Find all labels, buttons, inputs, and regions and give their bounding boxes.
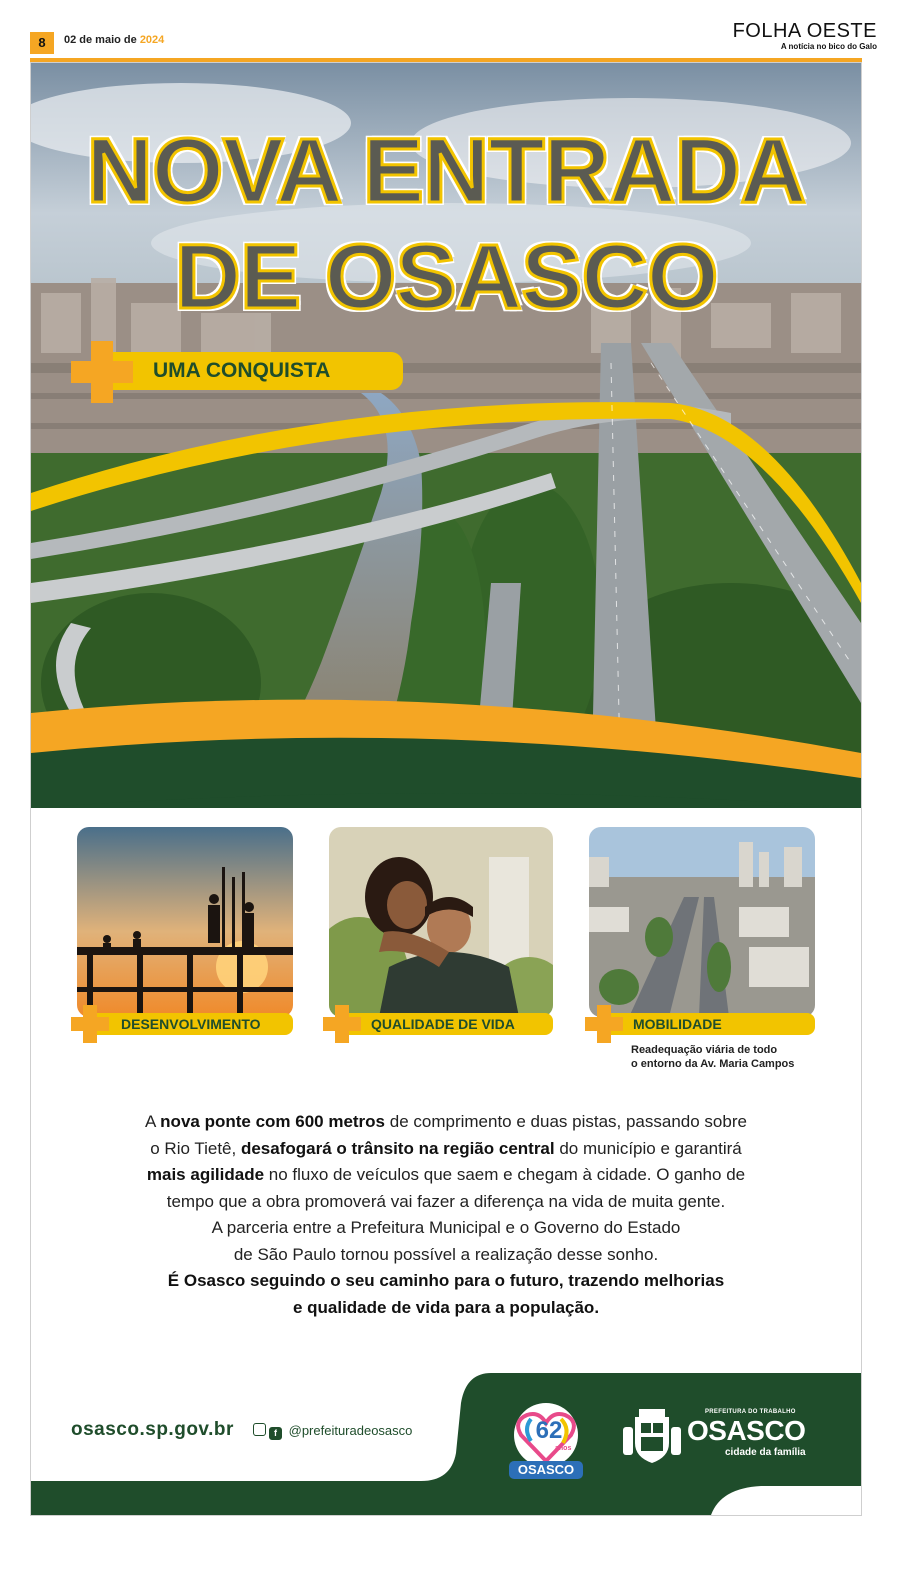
page-number: 8	[30, 32, 54, 54]
photo-construction-workers	[77, 827, 293, 1017]
bold-span: É Osasco seguindo o seu caminho para o futuro, trazendo melhorias	[167, 1271, 725, 1290]
bold-span: e qualidade de vida para a população.	[292, 1297, 600, 1317]
body-line: tempo que a obra promoverá vai fazer a diferença na vida de muita gente.	[166, 1191, 726, 1211]
uma-conquista-badge	[111, 352, 403, 390]
caption-line-1: Readequação viária de todo	[631, 1044, 778, 1056]
headline-line-2: DE OSASCO	[174, 226, 718, 328]
text-span: de comprimento e duas pistas, passando sobre	[385, 1112, 747, 1131]
photo-caption	[631, 1043, 831, 1071]
city-coat-of-arms-icon	[621, 1407, 683, 1465]
plus-icon	[71, 1005, 109, 1043]
badge-desenvolvimento	[93, 1013, 293, 1035]
badge-qualidade-label: QUALIDADE DE VIDA	[371, 1016, 515, 1032]
body-line-bold	[71, 1295, 821, 1322]
body-line-bold	[71, 1268, 821, 1295]
photo-avenue-aerial	[589, 827, 815, 1017]
photo-happy-couple	[329, 827, 553, 1017]
green-wave-lower	[31, 783, 861, 823]
issue-date	[64, 34, 164, 46]
body-line	[71, 1162, 821, 1189]
text-span: no fluxo de veículos que saem e chegam à cidade. O ganho de	[264, 1165, 746, 1184]
plus-icon	[585, 1005, 623, 1043]
anniversary-anos: anos	[555, 1445, 572, 1452]
badge-desenvolvimento-label: DESENVOLVIMENTO	[121, 1016, 261, 1032]
body-line	[71, 1109, 821, 1136]
text-span: do município e garantirá	[554, 1138, 742, 1158]
newspaper-slogan: A notícia no bico do Galo	[780, 42, 877, 51]
text-span: o Rio Tietê,	[150, 1138, 241, 1158]
prefeitura-name: OSASCO	[687, 1415, 806, 1446]
headline	[31, 118, 861, 330]
body-paragraph	[71, 1109, 821, 1321]
newspaper-name: FOLHA OESTE	[732, 20, 877, 42]
body-line	[71, 1136, 821, 1163]
body-line: A parceria entre a Prefeitura Municipal e o Governo do Estado	[211, 1218, 681, 1237]
uma-conquista-label: UMA CONQUISTA	[153, 359, 331, 382]
text-span: A	[145, 1112, 161, 1131]
plus-icon	[323, 1005, 361, 1043]
masthead	[733, 20, 877, 51]
bold-span: desafogará o trânsito na região central	[240, 1138, 555, 1158]
facebook-icon: f	[269, 1427, 282, 1440]
social-handle-text: @prefeituradeosasco	[288, 1423, 413, 1438]
body-line: de São Paulo tornou possível a realização desse sonho.	[233, 1244, 659, 1264]
prefeitura-tagline: PREFEITURA DO TRABALHO	[705, 1409, 796, 1415]
prefeitura-osasco-logo	[621, 1407, 821, 1467]
issue-year: 2024	[139, 34, 165, 46]
bold-span: mais agilidade	[146, 1165, 265, 1184]
caption-line-2: o entorno da Av. Maria Campos	[631, 1058, 795, 1070]
bold-span: nova ponte com 600 metros	[160, 1112, 386, 1131]
headline-line-1: NOVA ENTRADA	[86, 120, 806, 222]
prefeitura-subtitle: cidade da família	[725, 1447, 806, 1458]
page-header	[0, 0, 899, 62]
anniversary-city: OSASCO	[517, 1462, 575, 1477]
website-url[interactable]: osasco.sp.gov.br	[71, 1419, 234, 1440]
social-handle[interactable]	[253, 1423, 412, 1440]
osasco-62-anos-logo	[501, 1399, 591, 1483]
badge-qualidade-de-vida	[345, 1013, 553, 1035]
advertisement	[30, 62, 862, 1516]
badge-mobilidade	[607, 1013, 815, 1035]
instagram-icon	[253, 1423, 266, 1436]
issue-date-text: 02 de maio de	[64, 34, 140, 46]
badge-mobilidade-label: MOBILIDADE	[633, 1016, 722, 1032]
plus-icon	[71, 341, 133, 403]
anniversary-number: 62	[535, 1417, 563, 1444]
